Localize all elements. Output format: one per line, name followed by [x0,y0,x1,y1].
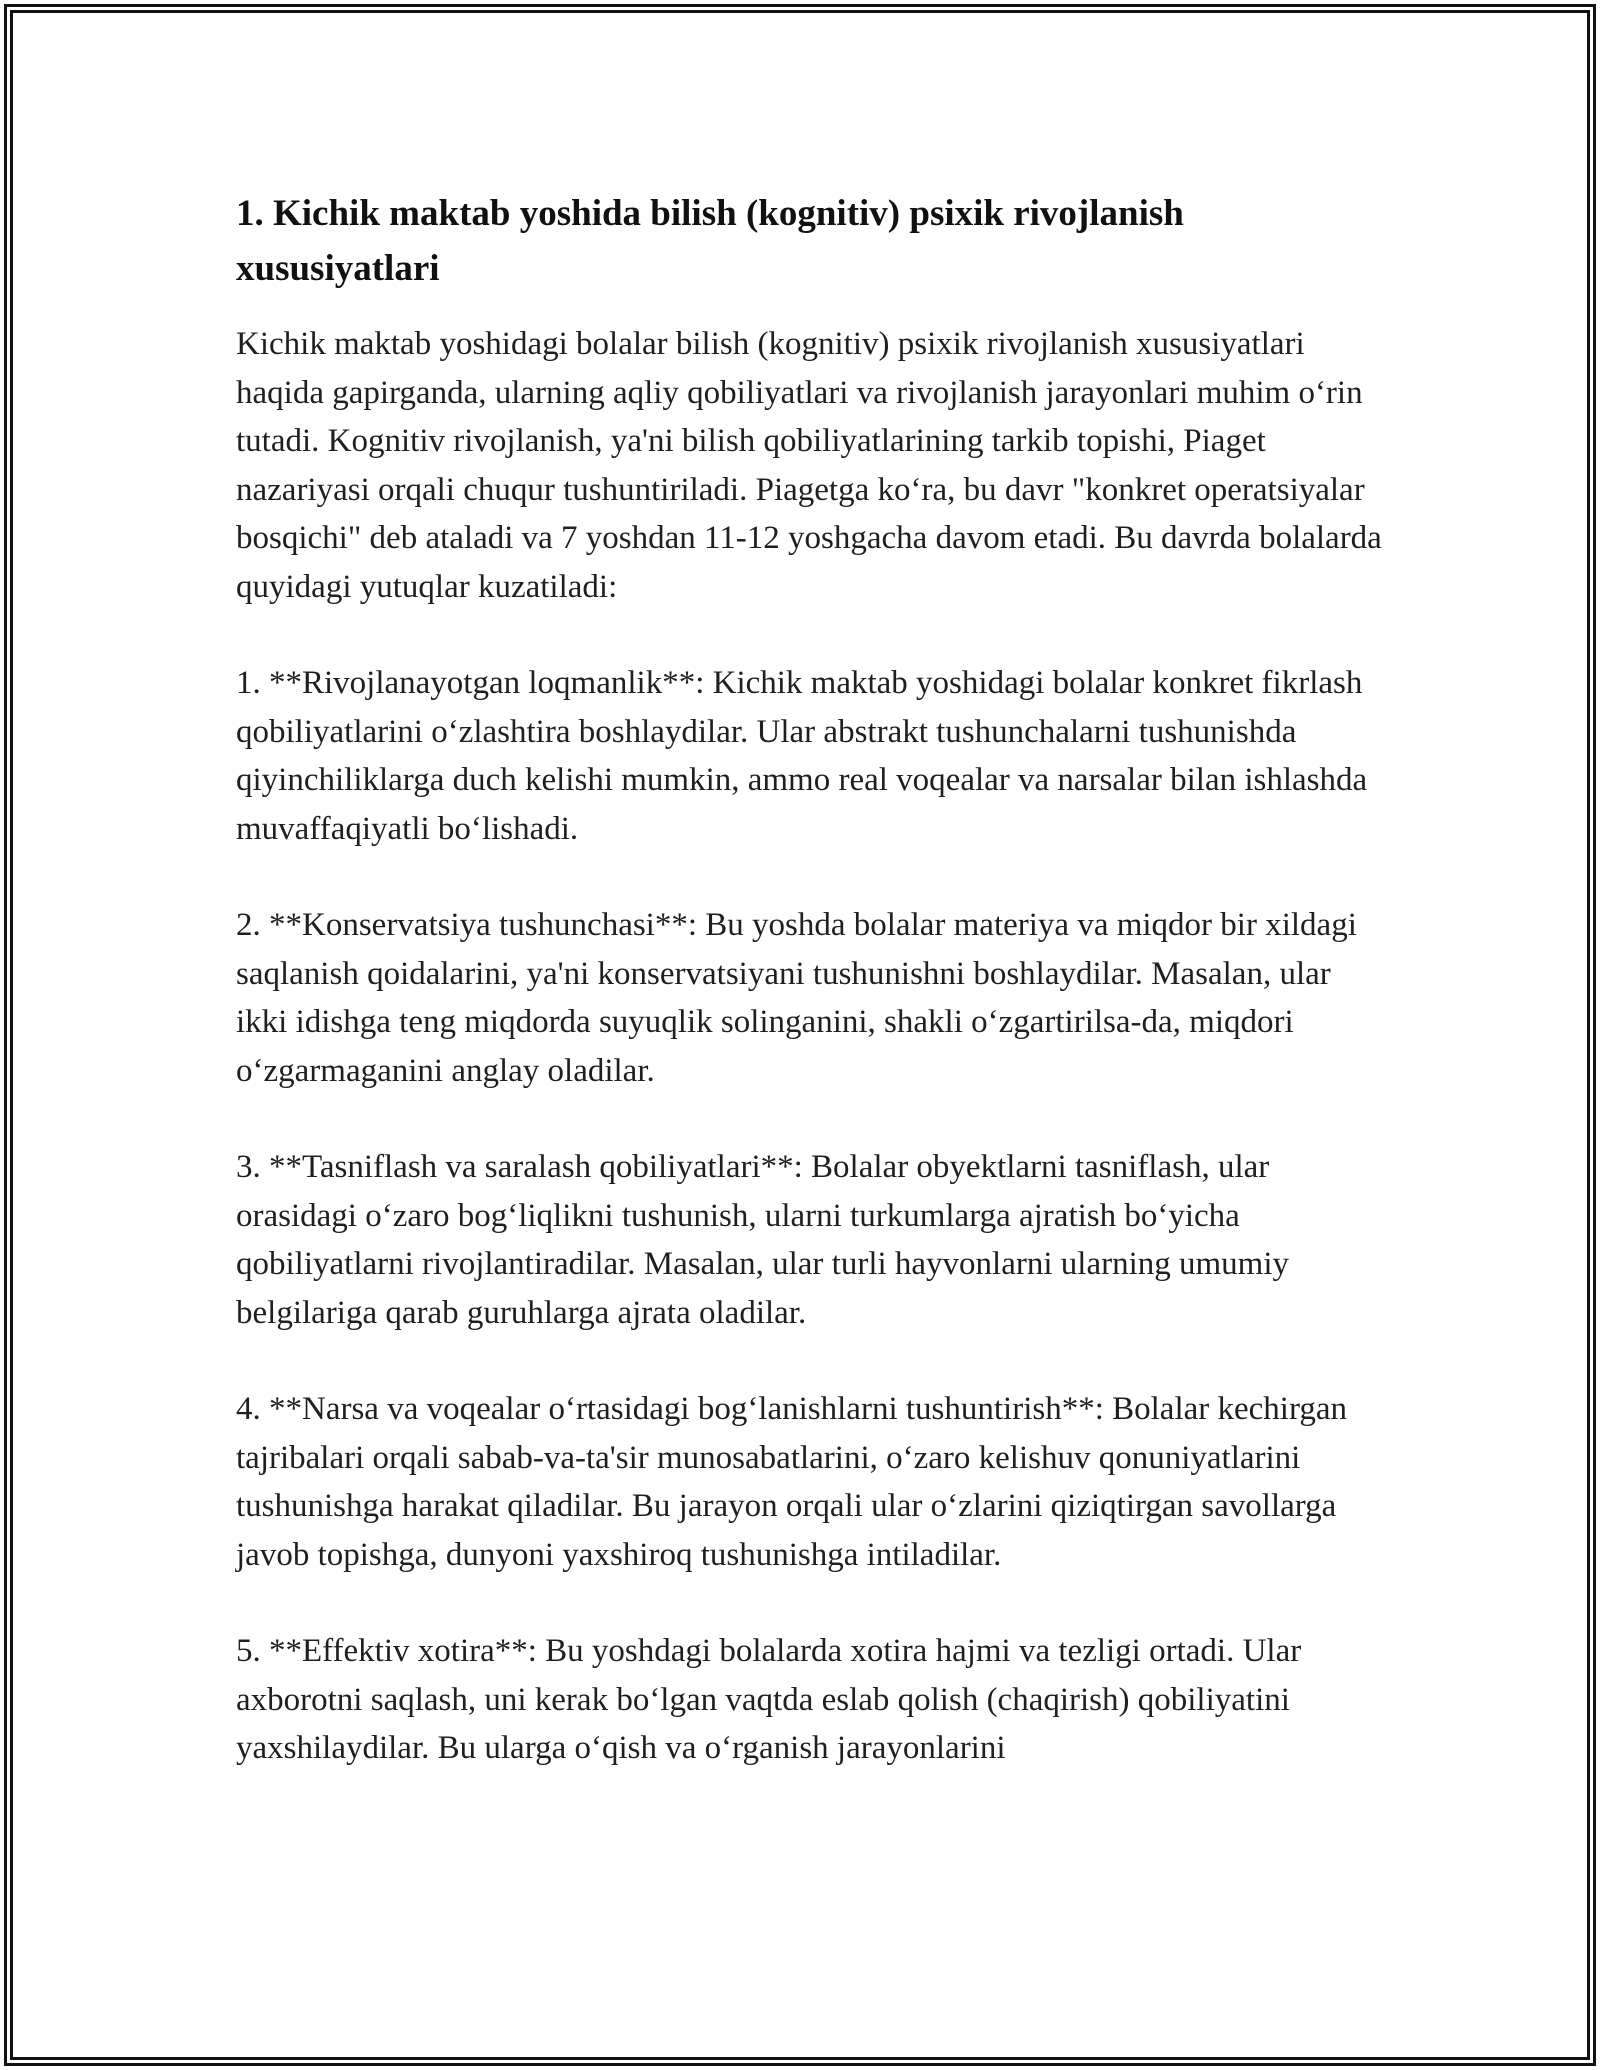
document-body [236,186,1386,1821]
list-item-5: 5. **Effektiv xotira**: Bu yoshdagi bolalarda xotira hajmi va tezligi ortadi. Ular axborotni saqlash, uni kerak bo‘lgan vaqtda eslab qolish (chaqirish) qobiliyatini yaxshilaydilar. Bu ularga o‘qish va o‘rganish jarayonlarini [236,1633,1302,1766]
list-item-1: 1. **Rivojlanayotgan loqmanlik**: Kichik maktab yoshidagi bolalar konkret fikrlash qobiliyatlarini o‘zlashtira boshlaydilar. Ular abstrakt tushunchalarni tushunishda qiyinchiliklarga duch kelishi mumkin, ammo real voqealar va narsalar bilan ishlashda muvaffaqiyatli bo‘lishadi. [236,665,1368,847]
intro-paragraph: Kichik maktab yoshidagi bolalar bilish (kognitiv) psixik rivojlanish xususiyatlari haqida gapirganda, ularning aqliy qobiliyatlari va rivojlanish jarayonlari muhim o‘rin tutadi. Kognitiv rivojlanish, ya'ni bilish qobiliyatlarining tarkib topishi, Piaget nazariyasi orqali chuqur tushuntiriladi. Piagetga ko‘ra, bu davr "konkret operatsiyalar bosqichi" deb ataladi va 7 yoshdan 11-12 yoshgacha davom etadi. Bu davrda bolalarda quyidagi yutuqlar kuzatiladi: [236,326,1382,605]
list-item-2: 2. **Konservatsiya tushunchasi**: Bu yoshda bolalar materiya va miqdor bir xildagi saqlanish qoidalarini, ya'ni konservatsiyani tushunishni boshlaydilar. Masalan, ular ikki idishga teng miqdorda suyuqlik solinganini, shakli o‘zgartirilsa-da, miqdori o‘zgarmaganini anglay oladilar. [236,907,1357,1089]
section-heading: 1. Kichik maktab yoshida bilish (kognitiv) psixik rivojlanish xususiyatlari [236,193,1184,289]
list-item-3: 3. **Tasniflash va saralash qobiliyatlari**: Bolalar obyektlarni tasniflash, ular orasidagi o‘zaro bog‘liqlikni tushunish, ularni turkumlarga ajratish bo‘yicha qobiliyatlarni rivojlantiradilar. Masalan, ular turli hayvonlarni ularning umumiy belgilariga qarab guruhlarga ajrata oladilar. [236,1149,1290,1331]
list-item-4: 4. **Narsa va voqealar o‘rtasidagi bog‘lanishlarni tushuntirish**: Bolalar kechirgan tajribalari orqali sabab-va-ta'sir munosabatlarini, o‘zaro kelishuv qonuniyatlarini tushunishga harakat qiladilar. Bu jarayon orqali ular o‘zlarini qiziqtirgan savollarga javob topishga, dunyoni yaxshiroq tushunishga intiladilar. [236,1391,1348,1573]
